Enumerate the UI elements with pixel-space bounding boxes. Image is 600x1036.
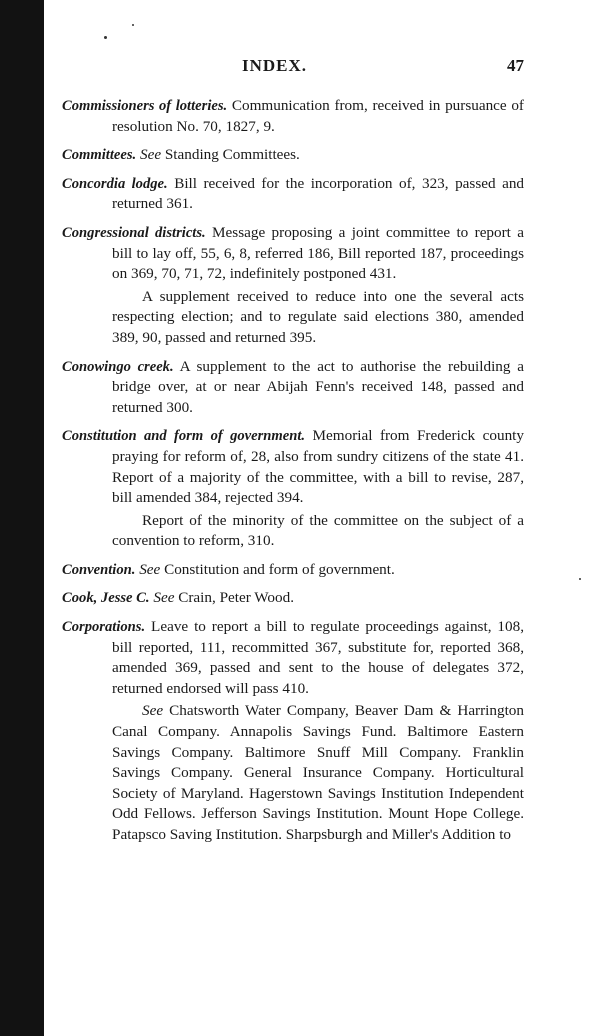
entry-text: Chatsworth Water Company, Beaver Dam & Harrington Canal Company. Annapolis Savings Fund. Baltimore Eastern Savings Company. Baltimore Snuff Mill Company. Franklin Savings Company. General Insurance Company. Horticultural Society of Maryland. Hagerstown Savings Institution Independent Odd Fellows. Jefferson Savings Institution. Mount Hope College. Patapsco Saving Institution. Sharpsburgh and Miller's Addition to xyxy=(112,702,524,843)
entry-text: Constitution and form of government. xyxy=(160,560,395,578)
index-entry-concordia-lodge xyxy=(62,174,524,215)
entry-term: Cook, Jesse C. xyxy=(62,590,150,607)
index-entry-commissioners-of-lotteries xyxy=(62,96,524,137)
entry-see-reference: See xyxy=(149,589,175,607)
entry-text: Memorial from Frederick county praying for reform of, 28, also from sundry citizens of the state 41. Report of a majority of the committee, with a bill to revise, 287, bill amended 384, rejected 394. xyxy=(112,427,524,507)
entry-text: Leave to report a bill to regulate proceedings against, 108, bill reported, 111, recommitted 367, substitute for, reported 368, amended 369, passed and sent to the house of delegates 372, returned endorsed will pass 410. xyxy=(112,618,524,697)
entry-text: Message proposing a joint committee to report a bill to lay off, 55, 6, 8, referred 186, Bill reported 187, proceedings on 369, 70, 71, 72, indefinitely postponed 431. xyxy=(112,223,525,283)
index-subentry-election-supplement xyxy=(62,287,524,349)
entry-term: Commissioners of lotteries. xyxy=(62,98,228,114)
entry-term: Convention. xyxy=(62,561,136,578)
entry-text: Standing Committees. xyxy=(161,146,300,164)
index-entry-constitution-and-form-of-government xyxy=(62,426,524,508)
index-entry-conowingo-creek xyxy=(62,357,524,419)
entry-term: Constitution and form of government. xyxy=(62,428,306,445)
entry-term: Congressional districts. xyxy=(62,224,206,241)
entry-term: Concordia lodge. xyxy=(62,175,168,192)
page-number: 47 xyxy=(507,56,524,75)
index-subentry-minority-report xyxy=(62,511,524,552)
entry-text: Communication from, received in pursuance of resolution No. 70, 1827, 9. xyxy=(112,97,524,135)
index-entries xyxy=(62,96,524,854)
entry-term: Conowingo creek. xyxy=(62,358,174,375)
entry-text: Crain, Peter Wood. xyxy=(174,589,294,607)
entry-text: A supplement to the act to authorise the rebuilding a bridge over, at or near Abijah Fenn's received 148, passed and returned 300. xyxy=(112,357,524,416)
index-subentry-corporations-see-also xyxy=(62,701,524,845)
book-spine xyxy=(0,0,44,1036)
index-entry-congressional-districts xyxy=(62,223,524,285)
page-header xyxy=(62,56,524,82)
index-entry-committees xyxy=(62,145,524,166)
page-title: INDEX. xyxy=(242,56,308,75)
entry-see-reference: See xyxy=(135,560,161,578)
entry-term: Committees. xyxy=(62,147,137,164)
index-entry-convention xyxy=(62,560,524,581)
entry-text: A supplement received to reduce into one the several acts respecting election; and to regulate said elections 380, amended 389, 90, passed and returned 395. xyxy=(112,287,524,346)
entry-text: Report of the minority of the committee on the subject of a convention to reform, 310. xyxy=(112,511,524,550)
entry-term: Corporations. xyxy=(62,619,146,636)
index-entry-cook-jesse-c xyxy=(62,588,524,609)
entry-text: Bill received for the incorporation of, 323, passed and returned 361. xyxy=(112,174,525,213)
index-page xyxy=(62,0,524,1036)
ink-speck xyxy=(579,578,581,580)
index-entry-corporations xyxy=(62,617,524,699)
entry-see-reference: See xyxy=(136,146,162,164)
entry-see-reference: See xyxy=(142,702,164,720)
